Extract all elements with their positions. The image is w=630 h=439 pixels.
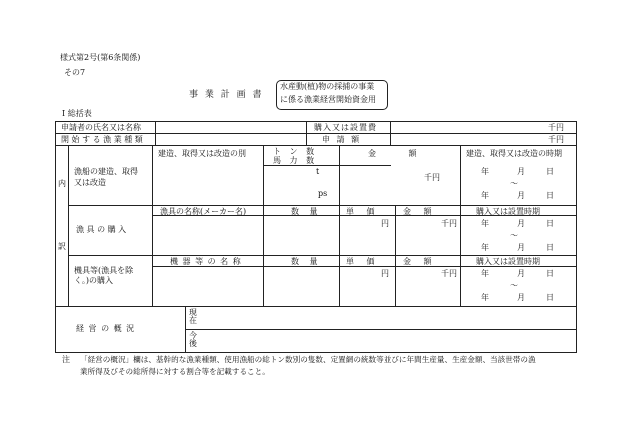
vessel-unit-ton: t bbox=[316, 167, 320, 176]
management-label: 経 営 の 概 況 bbox=[76, 324, 136, 333]
vessel-col-period: 建造、取得又は改造の時期 bbox=[466, 149, 562, 158]
vessel-period-month-1: 月 bbox=[517, 167, 525, 176]
purchase-cost-field[interactable] bbox=[393, 122, 543, 132]
section-label: Ⅰ 総括表 bbox=[62, 109, 92, 118]
equipment-period-year-1: 年 bbox=[481, 269, 489, 278]
equipment-label-line-1: 機具等(漁具を除 bbox=[74, 266, 134, 275]
equipment-period-day-2: 日 bbox=[546, 293, 554, 302]
vessel-period-month-2: 月 bbox=[517, 191, 525, 200]
vessel-col-amount: 金 額 bbox=[368, 149, 417, 158]
gear-period-tilde: 〜 bbox=[510, 231, 518, 240]
equipment-col-name: 機 器 等 の 名 称 bbox=[170, 257, 242, 266]
management-future-label: 今後 bbox=[189, 331, 197, 349]
equipment-col-period: 購入又は設置時期 bbox=[476, 257, 540, 266]
gear-col-name: 漁具の名称(メーカー名) bbox=[160, 207, 247, 216]
breakdown-side-label-bottom: 訳 bbox=[58, 242, 66, 251]
vessel-period-year-1: 年 bbox=[481, 167, 489, 176]
gear-period-month-1: 月 bbox=[517, 219, 525, 228]
gear-col-qty: 数 量 bbox=[291, 207, 318, 216]
vessel-col-ton-line-2: 馬 力 数 bbox=[273, 156, 318, 165]
vessel-col-ton-line-1: ト ン 数 bbox=[273, 147, 318, 156]
fishery-type-field[interactable] bbox=[158, 134, 304, 144]
page-title: 事 業 計 画 書 bbox=[189, 90, 264, 100]
gear-period-day-1: 日 bbox=[546, 219, 554, 228]
equipment-col-unit-price: 単 価 bbox=[346, 257, 375, 266]
gear-period-year-1: 年 bbox=[481, 219, 489, 228]
form-number: 様式第2号(第6条関係) bbox=[60, 53, 141, 62]
vessel-period-tilde: 〜 bbox=[510, 179, 518, 188]
purpose-line-2: に係る漁業経営開始資金用 bbox=[280, 95, 376, 104]
equipment-unit-yen: 円 bbox=[381, 269, 389, 278]
management-current-label: 現在 bbox=[189, 308, 197, 326]
equipment-period-month-2: 月 bbox=[517, 293, 525, 302]
equipment-col-amount: 金 額 bbox=[403, 257, 432, 266]
gear-unit-thousand-yen: 千円 bbox=[441, 219, 457, 228]
gear-unit-yen: 円 bbox=[381, 219, 389, 228]
note-line-2: 業所得及びその総所得に対する割合等を記載すること。 bbox=[80, 367, 270, 376]
note-line-1: 「経営の概況」欄は、基幹的な漁業種類、使用漁船の総トン数別の隻数、定置網の統数等並びに年間生産量、生産金額、当該世帯の漁 bbox=[80, 355, 536, 364]
gear-col-period: 購入又は設置時期 bbox=[476, 207, 540, 216]
requested-amount-label: 申 請 額 bbox=[322, 135, 362, 144]
equipment-period-tilde: 〜 bbox=[510, 281, 518, 290]
vessel-label-line-2: 又は改造 bbox=[74, 178, 106, 187]
applicant-name-field[interactable] bbox=[158, 122, 304, 132]
gear-col-amount: 金 額 bbox=[403, 207, 432, 216]
equipment-unit-thousand-yen: 千円 bbox=[441, 269, 457, 278]
gear-label: 漁 具 の 購 入 bbox=[76, 225, 127, 234]
purpose-line-1: 水産動(植)物の採捕の事業 bbox=[280, 82, 375, 91]
management-future-field[interactable] bbox=[200, 330, 574, 351]
purchase-cost-unit: 千円 bbox=[548, 123, 564, 132]
fishery-type-label: 開 始 す る 漁 業 種 類 bbox=[61, 135, 143, 144]
equipment-label-line-2: く。)の購入 bbox=[74, 276, 113, 285]
vessel-period-day-2: 日 bbox=[546, 191, 554, 200]
vessel-unit-ps: ps bbox=[318, 189, 328, 198]
vessel-period-day-1: 日 bbox=[546, 167, 554, 176]
vessel-col-kind: 建造、取得又は改造の別 bbox=[158, 149, 246, 158]
note-prefix: 注 bbox=[62, 355, 70, 364]
equipment-col-qty: 数 量 bbox=[291, 257, 318, 266]
vessel-unit-thousand-yen: 千円 bbox=[424, 173, 440, 182]
applicant-name-label: 申請者の氏名又は名称 bbox=[61, 123, 141, 132]
equipment-period-month-1: 月 bbox=[517, 269, 525, 278]
gear-period-month-2: 月 bbox=[517, 243, 525, 252]
gear-col-unit-price: 単 価 bbox=[346, 207, 375, 216]
requested-amount-unit: 千円 bbox=[548, 135, 564, 144]
purchase-cost-label: 購入又は設置費 bbox=[314, 123, 377, 132]
equipment-period-day-1: 日 bbox=[546, 269, 554, 278]
vessel-period-year-2: 年 bbox=[481, 191, 489, 200]
management-current-field[interactable] bbox=[200, 307, 574, 328]
breakdown-side-label-top: 内 bbox=[58, 179, 66, 188]
gear-period-year-2: 年 bbox=[481, 243, 489, 252]
equipment-period-year-2: 年 bbox=[481, 293, 489, 302]
form-sub-number: その7 bbox=[64, 68, 86, 77]
vessel-label-line-1: 漁船の建造、取得 bbox=[74, 167, 138, 176]
gear-period-day-2: 日 bbox=[546, 243, 554, 252]
requested-amount-field[interactable] bbox=[393, 134, 543, 144]
